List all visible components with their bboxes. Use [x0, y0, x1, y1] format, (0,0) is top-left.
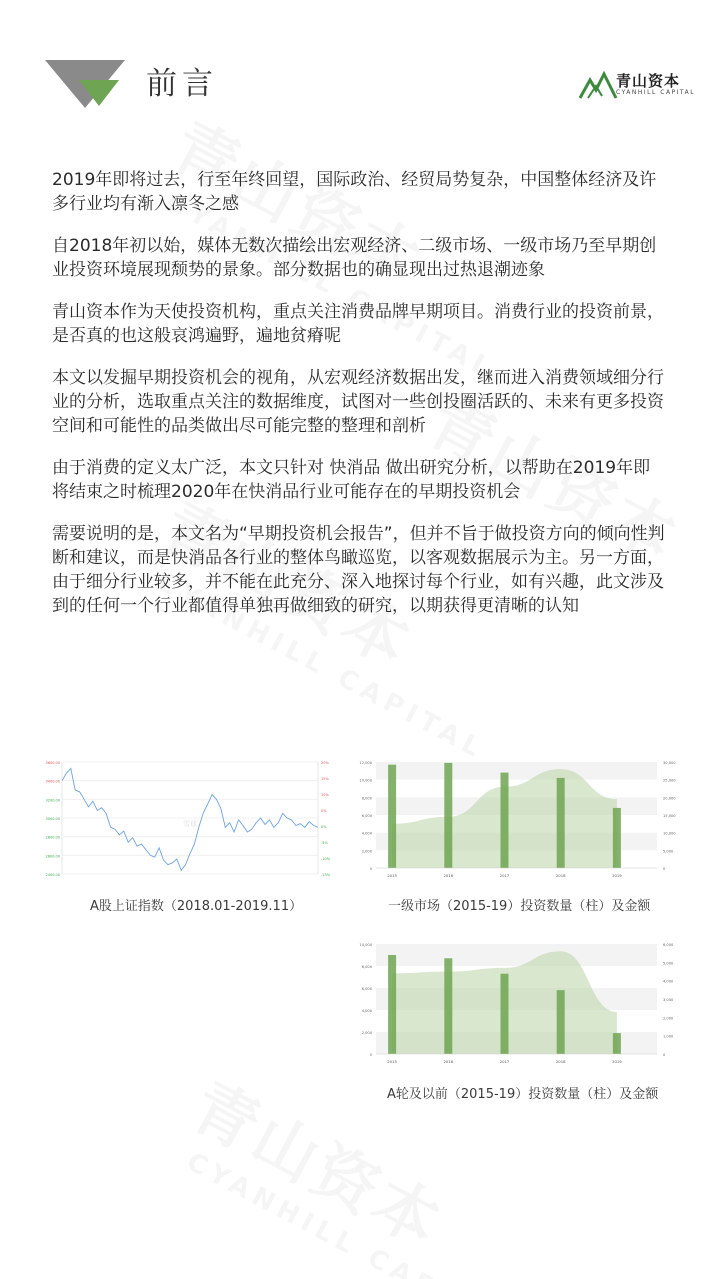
count-bar [501, 974, 509, 1054]
index-line-chart [40, 756, 340, 882]
chart-caption: A轮及以前（2015-19）投资数量（柱）及金额 [387, 1087, 659, 1102]
grid-band [376, 762, 657, 780]
count-bar [444, 763, 452, 868]
count-bar [388, 955, 396, 1054]
y2-tick-label: 10,000 [663, 831, 676, 836]
y-tick-label: 0 [369, 867, 372, 871]
x-tick-label: 2015 [387, 1059, 397, 1064]
paragraph: 本文以发掘早期投资机会的视角，从宏观经济数据出发，继而进入消费领域细分行业的分析，选取重点关注的数据维度，试图对一些创投圈活跃的、未来有更多投资空间和可能性的品类做出尽可能完整的整理和剖析 [52, 368, 664, 436]
y-tick-label: 6,000 [361, 987, 372, 991]
x-tick-label: 2015 [387, 873, 397, 878]
x-tick-label: 2016 [443, 873, 454, 878]
early-stage-bar-area-chart [352, 938, 687, 1068]
paragraph: 2019年即将过去，行至年终回望，国际政治、经贸局势复杂，中国整体经济及许多行业均有渐入凛冬之感 [52, 170, 657, 214]
x-tick-label: 2019 [612, 1059, 622, 1064]
logo-mountain-icon [578, 68, 618, 102]
chart-caption: 一级市场（2015-19）投资数量（柱）及金额 [388, 899, 651, 914]
y-tick-label: 4,000 [361, 1009, 372, 1013]
count-bar [557, 778, 565, 868]
x-tick-label: 2018 [555, 1059, 566, 1064]
count-bar [388, 765, 396, 868]
y-tick-label: 3600.00 [45, 761, 60, 765]
y2-tick-label: -5% [321, 841, 328, 845]
chart-watermark: 雪球 [183, 820, 197, 828]
y2-tick-label: 3,000 [663, 998, 674, 1002]
y-tick-label: 2,000 [361, 1031, 372, 1035]
y2-tick-label: -15% [321, 873, 331, 877]
logo-subtitle: CYANHILL CAPITAL [616, 89, 696, 96]
y-tick-label: 3400.00 [45, 779, 60, 784]
paragraph: 自2018年初以始，媒体无数次描绘出宏观经济、二级市场、一级市场乃至早期创业投资环境展现颓势的景象。部分数据也的确显现出过热退潮迹象 [52, 236, 657, 280]
intro-text [52, 168, 667, 636]
y-tick-label: 6,000 [361, 814, 372, 818]
y-tick-label: 10,000 [359, 943, 372, 947]
y2-tick-label: 30,000 [663, 761, 676, 765]
y2-tick-label: 4,000 [663, 979, 674, 984]
x-tick-label: 2017 [499, 873, 510, 878]
y-tick-label: 2800.00 [45, 835, 60, 840]
y2-tick-label: 5% [321, 809, 327, 813]
count-bar [557, 990, 565, 1054]
y2-tick-label: 2,000 [663, 1016, 674, 1021]
y-tick-label: 12,000 [359, 761, 372, 765]
y2-tick-label: 15,000 [663, 814, 676, 818]
y2-tick-label: 0 [663, 1053, 666, 1057]
x-tick-label: 2018 [555, 873, 566, 878]
y-tick-label: 2400.00 [45, 873, 60, 877]
y-tick-label: 4,000 [361, 831, 372, 836]
y2-tick-label: 15% [321, 777, 329, 781]
y2-tick-label: 25,000 [663, 778, 676, 783]
y-tick-label: 3200.00 [45, 798, 60, 803]
grid-band [376, 944, 657, 966]
x-tick-label: 2017 [499, 1059, 510, 1064]
chart-caption: A股上证指数（2018.01-2019.11） [90, 899, 303, 914]
x-tick-label: 2019 [612, 873, 622, 878]
count-bar [501, 773, 509, 868]
count-bar [444, 958, 452, 1054]
y-tick-label: 3000.00 [45, 817, 60, 821]
y-tick-label: 0 [369, 1053, 372, 1057]
y-tick-label: 8,000 [361, 796, 372, 801]
paragraph: 由于消费的定义太广泛，本文只针对 快消品 做出研究分析，以帮助在2019年即将结束之时梳理2020年在快消品行业可能存在的早期投资机会 [52, 458, 651, 502]
y-tick-label: 8,000 [361, 965, 372, 969]
count-bar [613, 808, 621, 868]
market-bar-area-chart [352, 756, 687, 882]
y2-tick-label: 10% [321, 793, 329, 797]
header-triangle-icon [45, 58, 137, 110]
y-tick-label: 2,000 [361, 849, 372, 854]
page-title: 前言 [146, 66, 218, 102]
count-bar [613, 1033, 621, 1054]
y2-tick-label: 20,000 [663, 796, 676, 801]
x-tick-label: 2016 [443, 1059, 454, 1064]
y2-tick-label: 6,000 [663, 943, 674, 947]
logo-name: 青山资本 [616, 72, 681, 90]
paragraph: 需要说明的是，本文名为“早期投资机会报告”，但并不旨于做投资方向的倾向性判断和建议，而是快消品各行业的整体鸟瞰巡览，以客观数据展示为主。另一方面，由于细分行业较多，并不能在此充分、深入地探讨每个行业，如有兴趣，此文涉及到的任何一个行业都值得单独再做细致的研究，以期获得更清晰的认知 [52, 524, 665, 616]
y2-tick-label: 0 [663, 867, 666, 871]
y2-tick-label: 5,000 [663, 961, 674, 966]
y2-tick-label: 1,000 [663, 1034, 674, 1039]
y2-tick-label: 5,000 [663, 849, 674, 854]
y2-tick-label: -10% [321, 857, 331, 861]
y-tick-label: 10,000 [359, 778, 372, 783]
paragraph: 青山资本作为天使投资机构，重点关注消费品牌早期项目。消费行业的投资前景，是否真的也这般哀鸿遍野，遍地贫瘠呢 [52, 302, 664, 346]
watermark-sub [182, 1147, 520, 1279]
y-tick-label: 2600.00 [45, 854, 60, 859]
y2-tick-label: 0% [321, 825, 327, 829]
y2-tick-label: 20% [321, 761, 329, 765]
